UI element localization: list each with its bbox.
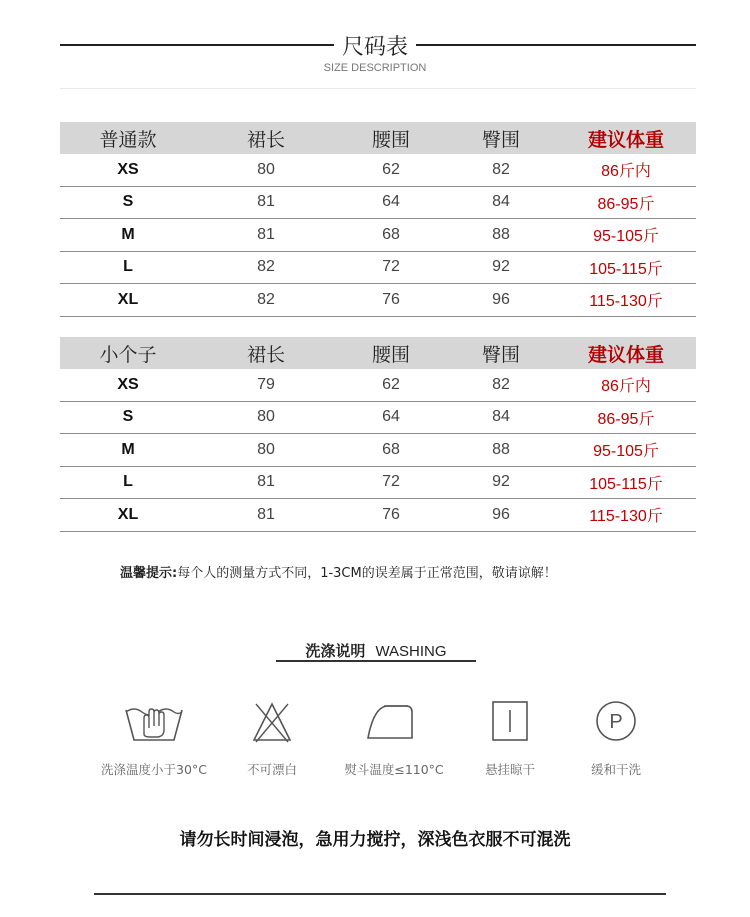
page-title xyxy=(0,30,750,61)
weight-cell: 86-95斤 xyxy=(597,410,655,428)
waist-cell: 64 xyxy=(382,408,400,426)
length-cell: 79 xyxy=(257,375,275,393)
header-cell-waist: 腰围 xyxy=(371,343,410,366)
length-cell: 80 xyxy=(257,160,275,178)
waist-cell: 68 xyxy=(382,225,400,243)
washing-title xyxy=(276,640,476,661)
hip-cell: 92 xyxy=(492,258,510,276)
waist-cell: 64 xyxy=(382,193,400,211)
table-row xyxy=(60,467,696,500)
length-cell: 81 xyxy=(257,505,275,523)
table-row xyxy=(60,369,696,402)
table-row xyxy=(60,402,696,435)
iron-label: 熨斗温度≤110°C xyxy=(344,762,444,777)
size-cell: S xyxy=(122,193,134,211)
hip-cell: 96 xyxy=(492,290,510,308)
length-cell: 82 xyxy=(257,290,275,308)
waist-cell: 72 xyxy=(382,473,400,491)
table-row xyxy=(60,252,696,285)
header-cell-hip: 臀围 xyxy=(481,128,520,151)
weight-cell: 95-105斤 xyxy=(593,228,659,246)
hip-cell: 96 xyxy=(492,505,510,523)
hang-dry-label: 悬挂晾干 xyxy=(484,762,535,777)
bottom-divider xyxy=(94,893,666,895)
washing-title-en: WASHING xyxy=(375,643,447,660)
length-cell: 82 xyxy=(257,258,275,276)
table-row xyxy=(60,499,696,532)
header-divider xyxy=(60,88,696,89)
table-row xyxy=(60,284,696,317)
iron-icon xyxy=(364,698,416,744)
hip-cell: 82 xyxy=(492,160,510,178)
waist-cell: 62 xyxy=(382,160,400,178)
weight-cell: 86斤内 xyxy=(601,163,651,181)
hip-cell: 82 xyxy=(492,375,510,393)
washing-title-underline xyxy=(276,660,476,662)
weight-cell: 115-130斤 xyxy=(589,508,663,526)
hang-dry-icon xyxy=(490,698,530,744)
size-cell: XS xyxy=(117,160,139,178)
table-header-row xyxy=(60,122,696,154)
size-cell: M xyxy=(121,440,135,458)
size-cell: L xyxy=(123,473,133,491)
no-bleach-icon xyxy=(250,698,294,744)
hip-cell: 88 xyxy=(492,440,510,458)
size-table-petite xyxy=(60,337,696,532)
hip-cell: 88 xyxy=(492,225,510,243)
dry-clean-letter: P xyxy=(609,711,623,733)
size-cell: M xyxy=(121,225,135,243)
length-cell: 81 xyxy=(257,193,275,211)
tip-text: 每个人的测量方式不同，1-3CM的误差属于正常范围，敬请谅解！ xyxy=(177,566,557,581)
hip-cell: 92 xyxy=(492,473,510,491)
table-row xyxy=(60,219,696,252)
weight-cell: 105-115斤 xyxy=(589,475,663,493)
waist-cell: 62 xyxy=(382,375,400,393)
weight-cell: 115-130斤 xyxy=(589,293,663,311)
weight-cell: 105-115斤 xyxy=(589,260,663,278)
header-cell-waist: 腰围 xyxy=(371,128,410,151)
length-cell: 80 xyxy=(257,408,275,426)
waist-cell: 72 xyxy=(382,258,400,276)
measurement-tip xyxy=(120,562,557,581)
waist-cell: 68 xyxy=(382,440,400,458)
size-table-regular xyxy=(60,122,696,317)
weight-cell: 86斤内 xyxy=(601,378,651,396)
washing-title-cn: 洗涤说明 xyxy=(305,642,366,660)
size-cell: XL xyxy=(117,505,139,523)
page-title-text: 尺码表 xyxy=(334,35,416,60)
table-header-row xyxy=(60,337,696,369)
care-notice: 请勿长时间浸泡，急用力搅拧，深浅色衣服不可混洗 xyxy=(179,830,571,850)
page-subtitle: SIZE DESCRIPTION xyxy=(323,62,427,74)
hand-wash-icon xyxy=(122,698,186,744)
no-bleach-label: 不可漂白 xyxy=(246,762,297,777)
size-cell: XS xyxy=(117,375,139,393)
weight-cell: 95-105斤 xyxy=(593,443,659,461)
header-cell-length: 裙长 xyxy=(246,128,285,151)
header-cell-weight: 建议体重 xyxy=(587,128,664,151)
header-cell-length: 裙长 xyxy=(246,343,285,366)
waist-cell: 76 xyxy=(382,505,400,523)
table-row xyxy=(60,187,696,220)
dry-clean-p-icon xyxy=(594,698,638,744)
table-row xyxy=(60,154,696,187)
hip-cell: 84 xyxy=(492,408,510,426)
table-row xyxy=(60,434,696,467)
waist-cell: 76 xyxy=(382,290,400,308)
tip-label: 温馨提示: xyxy=(120,566,178,581)
length-cell: 80 xyxy=(257,440,275,458)
size-cell: XL xyxy=(117,290,139,308)
hand-wash-label: 洗涤温度小于30°C xyxy=(101,762,207,777)
size-cell: S xyxy=(122,408,134,426)
size-cell: L xyxy=(123,258,133,276)
header-cell-type: 普通款 xyxy=(99,128,157,151)
dry-clean-label: 缓和干洗 xyxy=(590,762,641,777)
weight-cell: 86-95斤 xyxy=(597,195,655,213)
header-cell-hip: 臀围 xyxy=(481,343,520,366)
length-cell: 81 xyxy=(257,225,275,243)
hip-cell: 84 xyxy=(492,193,510,211)
length-cell: 81 xyxy=(257,473,275,491)
header-cell-type: 小个子 xyxy=(99,343,157,366)
header-cell-weight: 建议体重 xyxy=(587,343,664,366)
